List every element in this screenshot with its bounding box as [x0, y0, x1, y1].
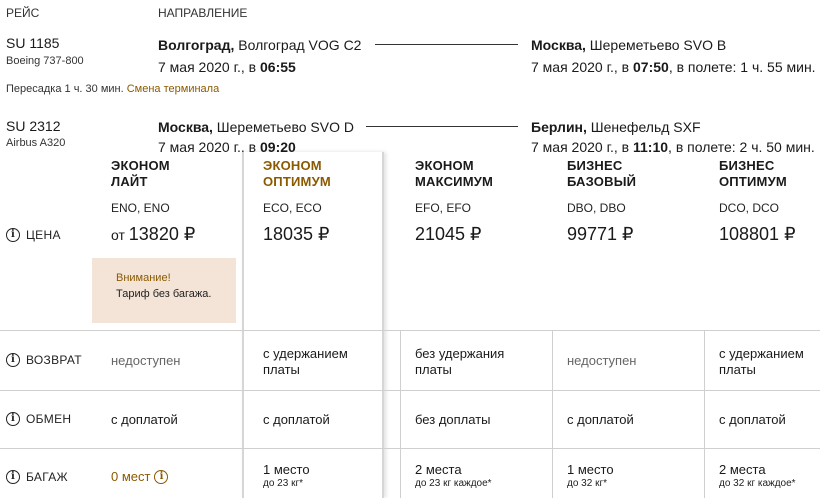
departure-airport: Волгоград, Волгоград VOG C2	[158, 37, 362, 53]
tariff-econom-maximum[interactable]	[415, 158, 493, 215]
tariff-business-basic[interactable]	[567, 158, 636, 215]
refund-row-label: i ВОЗВРАТ	[6, 353, 82, 367]
info-icon[interactable]: i	[6, 353, 20, 367]
notice-text: Тариф без багажа.	[116, 288, 212, 300]
tariff-name: БИЗНЕС БАЗОВЫЙ	[567, 158, 637, 189]
direction-header: НАПРАВЛЕНИЕ	[158, 6, 248, 20]
tariff-price: 21045 ₽	[415, 224, 482, 244]
aircraft-type: Airbus A320	[6, 137, 66, 149]
flight-header: РЕЙС	[6, 6, 40, 20]
flight-number: SU 1185	[6, 35, 60, 51]
info-icon[interactable]: i	[6, 412, 20, 426]
baggage-value: 2 места до 32 кг каждое*	[719, 462, 796, 489]
baggage-row-label: i БАГАЖ	[6, 470, 68, 484]
arrival-time: 7 мая 2020 г., в 11:10, в полете: 2 ч. 50 мин.	[531, 139, 815, 155]
column-divider	[400, 330, 401, 498]
refund-value: с удержанием платы	[719, 346, 804, 377]
refund-value: с удержанием платы	[263, 346, 348, 377]
price-row-label: i ЦЕНА	[6, 228, 61, 242]
row-divider	[0, 330, 820, 331]
no-baggage-notice	[92, 258, 236, 323]
exchange-value: с доплатой	[719, 412, 786, 427]
row-divider	[0, 390, 820, 391]
tariff-price: 18035 ₽	[263, 224, 330, 244]
refund-value: недоступен	[567, 353, 637, 368]
exchange-value: с доплатой	[111, 412, 178, 427]
route-line	[375, 44, 518, 45]
tariff-name: ЭКОНОМ ОПТИМУМ	[263, 158, 331, 189]
tariff-econom-optimum[interactable]	[263, 158, 331, 215]
tariff-code: EFO, EFO	[415, 201, 472, 215]
tariff-name: БИЗНЕС ОПТИМУМ	[719, 158, 787, 189]
baggage-value: 2 места до 23 кг каждое*	[415, 462, 492, 489]
info-icon[interactable]: i	[6, 228, 20, 242]
baggage-value: 0 мест i	[111, 469, 168, 485]
refund-value: без удержания платы	[415, 346, 505, 377]
route-line	[366, 126, 518, 127]
column-divider	[552, 330, 553, 498]
tariff-name: ЭКОНОМ ЛАЙТ	[111, 158, 170, 189]
tariff-price: от 13820 ₽	[111, 224, 196, 244]
exchange-value: с доплатой	[567, 412, 634, 427]
exchange-row-label: i ОБМЕН	[6, 412, 71, 426]
tariff-code: ENO, ENO	[111, 201, 170, 215]
row-divider	[0, 448, 820, 449]
baggage-value: 1 место до 32 кг*	[567, 462, 614, 489]
tariff-price: 108801 ₽	[719, 224, 796, 244]
aircraft-type: Boeing 737-800	[6, 55, 84, 67]
arrival-airport: Москва, Шереметьево SVO B	[531, 37, 727, 53]
notice-title: Внимание!	[116, 272, 171, 284]
departure-time: 7 мая 2020 г., в 06:55	[158, 59, 296, 75]
tariff-code: DCO, DCO	[719, 201, 779, 215]
info-icon[interactable]: i	[6, 470, 20, 484]
exchange-value: с доплатой	[263, 412, 330, 427]
exchange-value: без доплаты	[415, 412, 491, 427]
tariff-code: ECO, ECO	[263, 201, 322, 215]
info-icon[interactable]: i	[154, 470, 168, 484]
arrival-time: 7 мая 2020 г., в 07:50, в полете: 1 ч. 55 мин.	[531, 59, 816, 75]
arrival-airport: Берлин, Шенефельд SXF	[531, 119, 701, 135]
baggage-value: 1 место до 23 кг*	[263, 462, 310, 489]
tariff-price: 99771 ₽	[567, 224, 634, 244]
transfer-info: Пересадка 1 ч. 30 мин. Смена терминала	[6, 83, 220, 95]
terminal-change-warning: Смена терминала	[126, 83, 220, 95]
tariff-econom-lite[interactable]	[111, 158, 170, 215]
tariff-code: DBO, DBO	[567, 201, 626, 215]
tariff-name: ЭКОНОМ МАКСИМУМ	[415, 158, 494, 189]
column-divider	[704, 330, 705, 498]
departure-airport: Москва, Шереметьево SVO D	[158, 119, 354, 135]
tariff-business-optimum[interactable]	[719, 158, 787, 215]
departure-time: 7 мая 2020 г., в 09:20	[158, 139, 296, 155]
flight-number: SU 2312	[6, 118, 61, 134]
refund-value: недоступен	[111, 353, 181, 368]
